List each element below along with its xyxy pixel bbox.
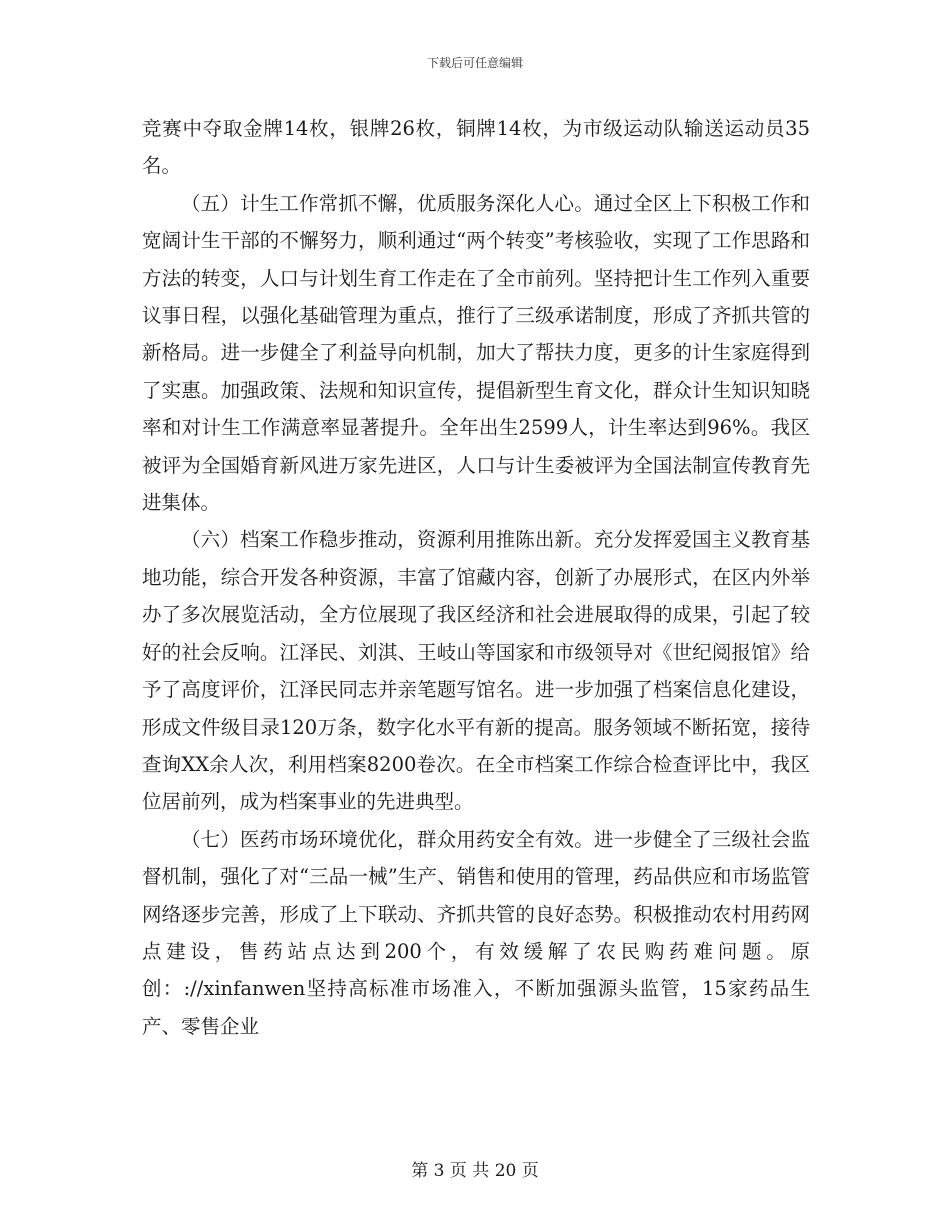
page-header-note: 下载后可任意编辑	[426, 56, 523, 70]
paragraph: （七）医药市场环境优化，群众用药安全有效。进一步健全了三级社会监督机制，强化了对“三品一械”生产、销售和使用的管理，药品供应和市场监管网络逐步完善，形成了上下联动、齐抓共管的良好态势。积极推动农村用药网点建设，售药站点达到200个，有效缓解了农民购药难问题。原创：://xinfanwen坚持高标准市场准入，不断加强源头监管，15家药品生产、零售企业	[142, 827, 810, 1038]
page-number-footer: 第 3 页 共 20 页	[411, 1161, 539, 1181]
paragraph: （五）计生工作常抓不懈，优质服务深化人心。通过全区上下积极工作和宽阔计生干部的不懈努力，顺利通过“两个转变”考核验收，实现了工作思路和方法的转变，人口与计划生育工作走在了全市前列。坚持把计生工作列入重要议事日程，以强化基础管理为重点，推行了三级承诺制度，形成了齐抓共管的新格局。进一步健全了利益导向机制，加大了帮扶力度，更多的计生家庭得到了实惠。加强政策、法规和知识宣传，提倡新型生育文化，群众计生知识知晓率和对计生工作满意率显著提升。全年出生2599人，计生率达到96%。我区被评为全国婚育新风进万家先进区，人口与计生委被评为全国法制宣传教育先进集体。	[142, 191, 810, 515]
document-body	[142, 110, 810, 1045]
paragraph: 竞赛中夺取金牌14枚，银牌26枚，铜牌14枚，为市级运动队输送运动员35名。	[142, 117, 810, 178]
paragraph: （六）档案工作稳步推动，资源利用推陈出新。充分发挥爱国主义教育基地功能，综合开发各种资源，丰富了馆藏内容，创新了办展形式，在区内外举办了多次展览活动，全方位展现了我区经济和社会进展取得的成果，引起了较好的社会反响。江泽民、刘淇、王岐山等国家和市级领导对《世纪阅报馆》给予了高度评价，江泽民同志并亲笔题写馆名。进一步加强了档案信息化建设，形成文件级目录120万条，数字化水平有新的提高。服务领域不断拓宽，接待查询XX余人次，利用档案8200卷次。在全市档案工作综合检查评比中，我区位居前列，成为档案事业的先进典型。	[142, 528, 810, 814]
